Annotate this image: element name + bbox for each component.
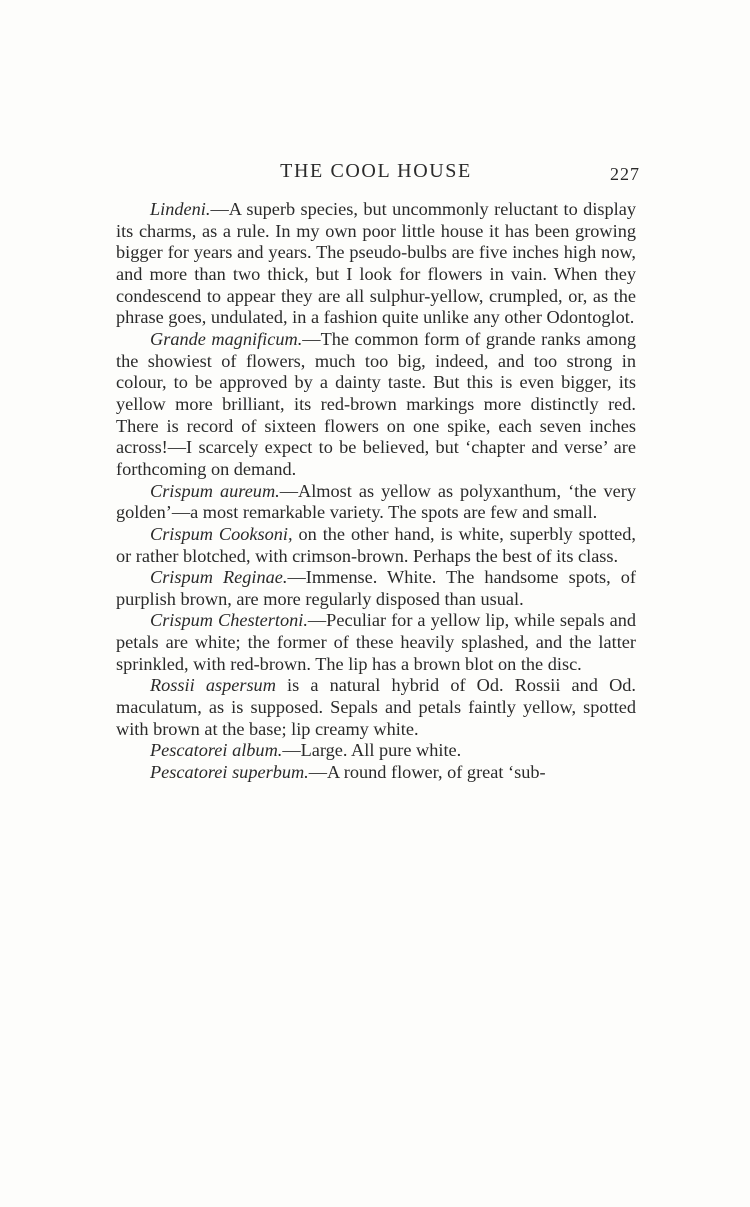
paragraph-text: —Large. All pure white. — [282, 740, 462, 761]
running-title: THE COOL HOUSE — [280, 160, 472, 182]
paragraph-pescatorei-album — [116, 740, 636, 762]
paragraph-grande-magnificum — [116, 329, 636, 481]
paragraph-text: —The common form of grande ranks among the showiest of flowers, much too big, indeed, and too strong in colour, to be approved by a dainty taste. But this is even bigger, its yellow more brilliant, its red-brown markings more distinctly red. There is record of sixteen flowers on one spike, each seven inches across!—I scarcely expect to be believed, but ‘chapter and verse’ are forthcoming on demand. — [116, 328, 636, 479]
paragraph-text: —A round flower, of great ‘sub- — [308, 762, 546, 783]
species-name: Pescatorei superbum. — [150, 762, 309, 783]
paragraph-lindeni — [116, 199, 636, 329]
body-text — [116, 199, 636, 784]
paragraph-text: on the other hand, is white, superbly spotted, or rather blotched, with crimson-brown. Perhaps the best of its class. — [116, 523, 636, 566]
running-head — [116, 160, 640, 188]
species-name: Grande magnificum. — [150, 328, 303, 349]
paragraph-crispum-cooksoni — [116, 524, 636, 567]
species-name: Crispum Chestertoni. — [150, 610, 308, 631]
species-name: Lindeni. — [150, 199, 211, 219]
paragraph-pescatorei-superbum — [116, 762, 636, 784]
paragraph-text: —A superb species, but uncommonly reluctant to display its charms, as a rule. In my own poor little house it has been growing bigger for years and years. The pseudo-bulbs are five inches high now, and more than two thick, but I look for flowers in vain. When they condescend to appear they are all sulphur-yellow, crumpled, or, as the phrase goes, undulated, in a fashion quite unlike any other Odontoglot. — [116, 199, 636, 328]
paragraph-crispum-chestertoni — [116, 610, 636, 675]
paragraph-text: —Almost as yellow as polyxanthum, ‘the very golden’—a most remarkable variety. The spots are few and small. — [116, 480, 636, 523]
species-name: Crispum aureum. — [150, 480, 280, 501]
species-name: Crispum Reginae. — [150, 567, 288, 588]
species-name: Rossii aspersum — [150, 675, 276, 696]
species-name: Crispum Cooksoni, — [150, 523, 293, 544]
paragraph-crispum-aureum — [116, 481, 636, 524]
paragraph-crispum-reginae — [116, 567, 636, 610]
page-number: 227 — [610, 164, 640, 184]
paragraph-rossii-aspersum — [116, 675, 636, 740]
paragraph-text: is a natural hybrid of Od. Rossii and Od. maculatum, as is supposed. Sepals and petals faintly yellow, spotted with brown at the base; lip creamy white. — [116, 675, 636, 739]
paragraph-text: —Immense. White. The handsome spots, of purplish brown, are more regularly disposed than usual. — [116, 567, 636, 609]
species-name: Pescatorei album. — [150, 740, 283, 761]
paragraph-text: —Peculiar for a yellow lip, while sepals and petals are white; the former of these heavily splashed, and the latter sprinkled, with red-brown. The lip has a brown blot on the disc. — [116, 610, 636, 674]
